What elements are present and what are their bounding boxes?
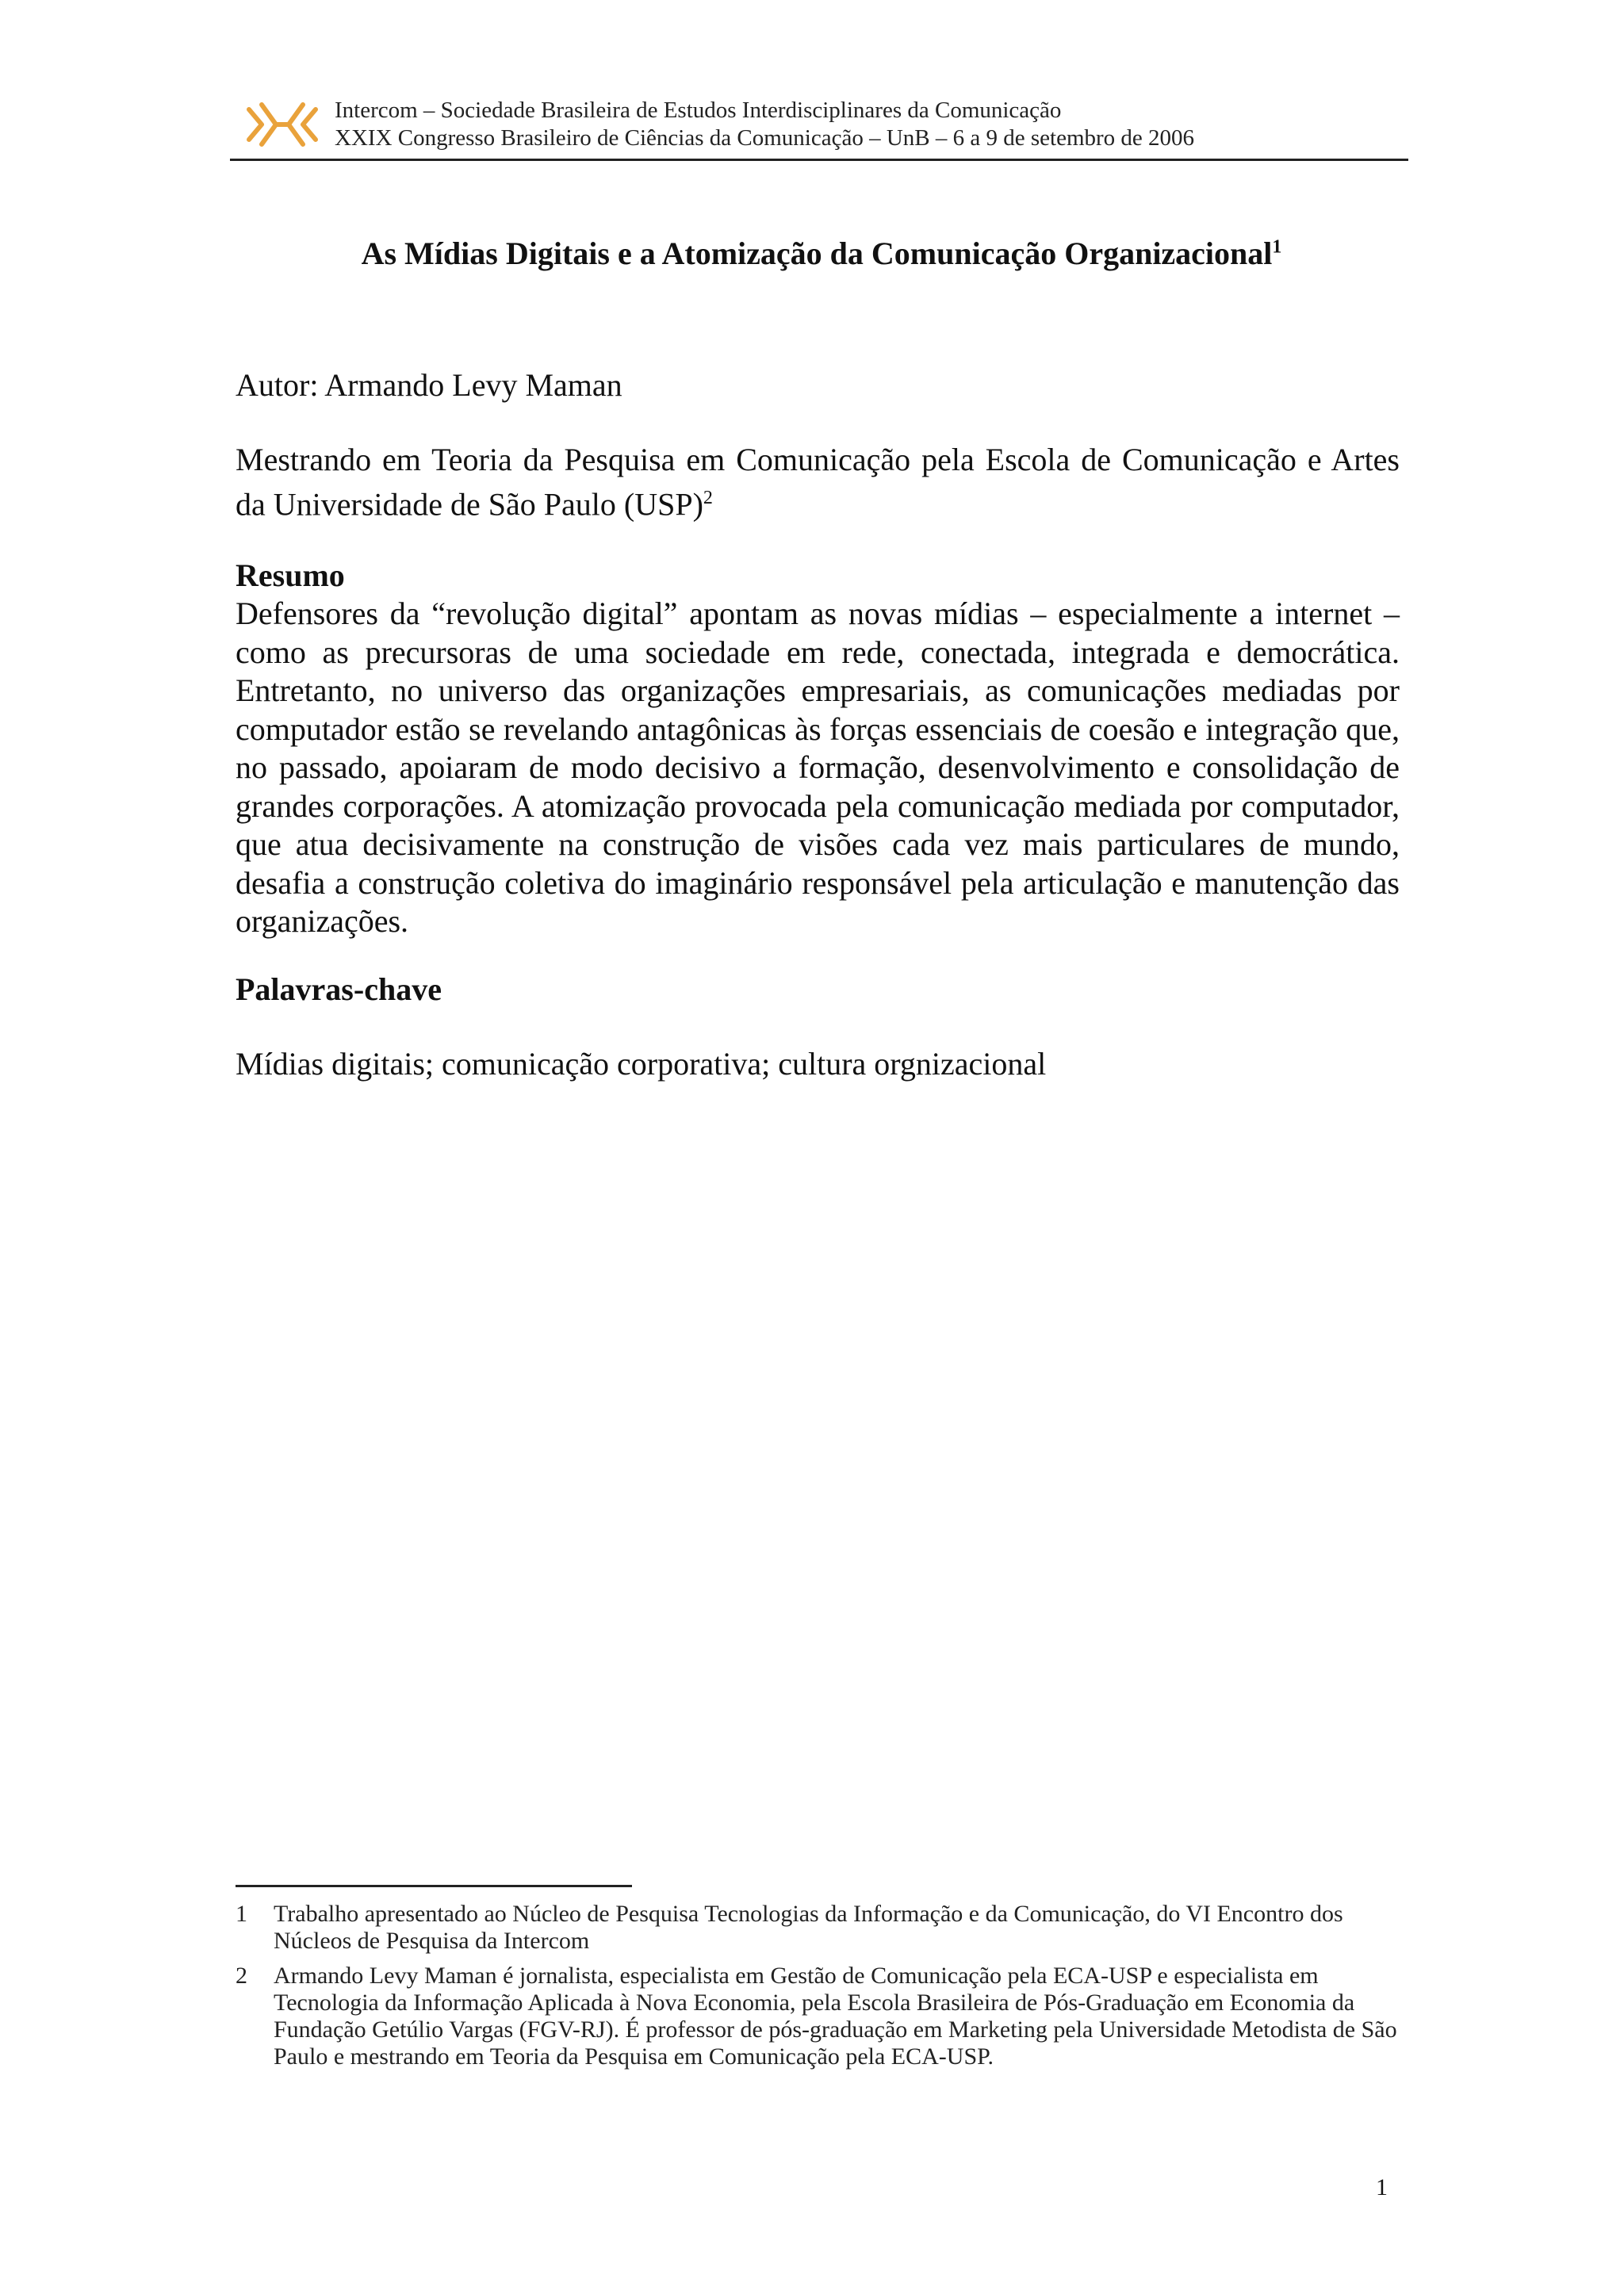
affiliation-text: Mestrando em Teoria da Pesquisa em Comunicação pela Escola de Comunicação e Artes da Universidade de São Paulo (USP) xyxy=(236,442,1400,523)
footnote-2 xyxy=(236,1963,1401,2070)
footnote-number: 2 xyxy=(236,1963,247,1989)
abstract-heading: Resumo xyxy=(236,557,345,593)
footnote-text: Armando Levy Maman é jornalista, especialista em Gestão de Comunicação pela ECA-USP e especialista em Tecnologia da Informação Aplicada à Nova Economia, pela Escola Brasileira de Pós-Graduação em Economia da Fundação Getúlio Vargas (FGV-RJ). É professor de pós-graduação em Marketing pela Universidade Metodista de São Paulo e mestrando em Teoria da Pesquisa em Comunicação pela ECA-USP. xyxy=(274,1963,1397,2070)
title-text: As Mídias Digitais e a Atomização da Comunicação Organizacional xyxy=(361,236,1273,271)
footnotes xyxy=(236,1901,1401,2078)
paper-title xyxy=(235,235,1408,272)
author-line: Autor: Armando Levy Maman xyxy=(236,367,622,403)
header-text xyxy=(335,97,1194,152)
affiliation-footnote-ref: 2 xyxy=(703,488,713,508)
page-header xyxy=(230,94,1408,161)
abstract-text: Defensores da “revolução digital” apontam as novas mídias – especialmente a internet – como as precursoras de uma sociedade em rede, conectada, integrada e democrática. Entretanto, no universo das organizações empresariais, as comunicações mediadas por computador estão se revelando antagônicas às forças essenciais de coesão e integração que, no passado, apoiaram de modo decisivo a formação, desenvolvimento e consolidação de grandes corporações. A atomização provocada pela comunicação mediada por computador, que atua decisivamente na construção de visões cada vez mais particulares de mundo, desafia a construção coletiva do imaginário responsável pela articulação e manutenção das organizações. xyxy=(236,596,1400,939)
footnote-number: 1 xyxy=(236,1901,247,1927)
footnote-1 xyxy=(236,1901,1401,1955)
page-number: 1 xyxy=(1376,2174,1388,2200)
author-affiliation xyxy=(236,441,1400,523)
keywords-text: Mídias digitais; comunicação corporativa; cultura orgnizacional xyxy=(236,1046,1047,1082)
footnote-text: Trabalho apresentado ao Núcleo de Pesquisa Tecnologias da Informação e da Comunicação, do VI Encontro dos Núcleos de Pesquisa da Intercom xyxy=(274,1901,1343,1954)
header-line-1: Intercom – Sociedade Brasileira de Estudos Interdisciplinares da Comunicação xyxy=(335,98,1062,123)
header-line-2: XXIX Congresso Brasileiro de Ciências da Comunicação – UnB – 6 a 9 de setembro de 2006 xyxy=(335,125,1195,151)
footnote-separator xyxy=(236,1885,632,1887)
title-footnote-ref: 1 xyxy=(1272,236,1282,258)
intercom-logo-icon xyxy=(244,98,320,151)
keywords-heading: Palavras-chave xyxy=(236,971,442,1007)
